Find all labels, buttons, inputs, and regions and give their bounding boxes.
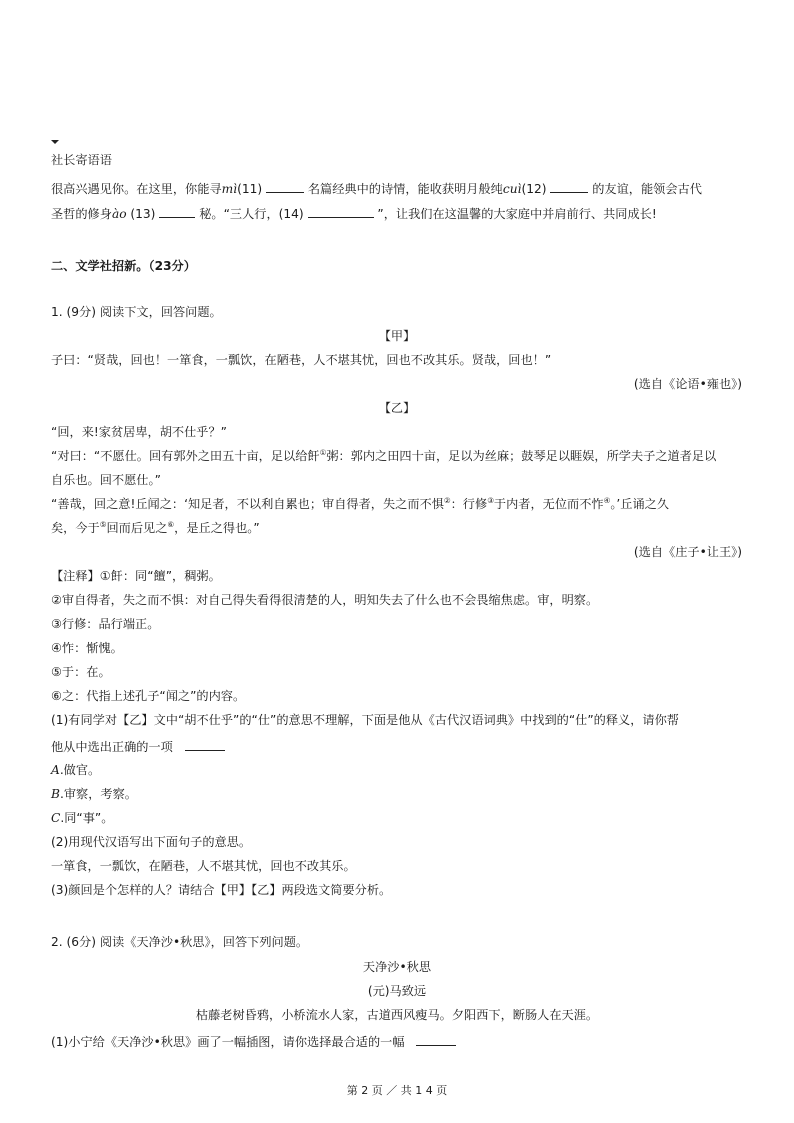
text-segment: 圣哲的修身 (51, 207, 112, 221)
yi-line-4 (51, 496, 669, 512)
intro-heading: 社长寄语语 (51, 153, 112, 167)
answer-blank-13[interactable] (159, 205, 195, 218)
text-segment: ”，让我们在这温馨的大家庭中并肩前行、共同成长! (377, 207, 657, 221)
answer-blank-q1-1[interactable] (185, 738, 225, 751)
answer-blank-q2-1[interactable] (416, 1033, 456, 1046)
option-c[interactable] (51, 810, 113, 826)
option-text: .同“事”。 (60, 811, 114, 825)
yi-line-1: “回，来!家贫居卑，胡不仕乎？” (51, 425, 227, 439)
note-ref-4: ④ (603, 496, 611, 505)
jia-title: 【甲】 (378, 329, 416, 343)
poem-text: 枯藤老树昏鸦，小桥流水人家，古道西风瘦马。夕阳西下，断肠人在天涯。 (195, 1008, 599, 1022)
answer-blank-11[interactable] (266, 180, 304, 193)
poem-title: 天净沙•秋思 (362, 960, 432, 974)
jia-source: (选自《论语•雍也》) (633, 377, 742, 391)
jia-text: 子曰：“贤哉，回也！一箪食，一瓢饮，在陋巷，人不堪其忧，回也不改其乐。贤哉，回也！” (51, 353, 552, 367)
note-6: ⑥之：代指上述孔子“闻之”的内容。 (51, 689, 246, 703)
note-4: ④怍：惭愧。 (51, 641, 123, 655)
intro-line-1 (51, 180, 702, 197)
q2-sub1 (51, 1033, 456, 1050)
text-segment: 名篇经典中的诗情，能收获明月般纯 (307, 182, 503, 196)
answer-blank-12[interactable] (550, 180, 588, 193)
note-ref-1: ① (319, 448, 327, 457)
blank-number-11: (11) (237, 182, 263, 196)
pinyin-mi: mì (221, 182, 238, 196)
text-segment: ，是丘之得也。” (174, 521, 260, 535)
option-a[interactable] (51, 762, 100, 778)
text-segment: 的友谊，能领会古代 (592, 182, 702, 196)
text-segment: ：行修 (450, 497, 488, 511)
note-ref-6: ⑥ (167, 520, 175, 529)
yi-source: (选自《庄子•让王》) (633, 545, 742, 559)
yi-line-5 (51, 520, 260, 536)
note-ref-2: ② (443, 496, 451, 505)
text-segment: 回而后见之 (106, 521, 168, 535)
section-title: 二、文学社招新。（23分） (51, 259, 196, 273)
note-ref-5: ⑤ (99, 520, 107, 529)
note-5: ⑤于：在。 (51, 665, 111, 679)
option-letter: B (51, 787, 60, 801)
text-segment: “善哉，回之意!丘闻之：‘知足者，不以利自累也；审自得者，失之而不惧 (51, 497, 444, 511)
note-1: 【注释】①飦：同“饘”，稠粥。 (51, 569, 221, 583)
q1-stem: 1. (9分) 阅读下文，回答问题。 (51, 305, 222, 319)
option-b[interactable] (51, 786, 137, 802)
pinyin-cui: cuì (502, 182, 522, 196)
q2-stem: 2. (6分) 阅读《天净沙•秋思》，回答下列问题。 (51, 935, 309, 949)
intro-line-2 (51, 205, 657, 222)
text-segment: 矣，今于 (51, 521, 100, 535)
option-letter: C (51, 811, 61, 825)
answer-blank-14[interactable] (308, 205, 374, 218)
yi-title: 【乙】 (378, 401, 416, 415)
pinyin-ao: ào (111, 207, 127, 221)
text-segment: 于内者，无位而不怍 (493, 497, 604, 511)
q1-sub3: (3)颜回是个怎样的人？请结合【甲】【乙】两段选文简要分析。 (51, 883, 392, 897)
q1-sub2-text: 一箪食，一瓢饮，在陋巷，人不堪其忧，回也不改其乐。 (51, 859, 356, 873)
poem-author: (元)马致远 (367, 984, 427, 998)
q1-sub1-line-2 (51, 738, 225, 755)
yi-line-2 (51, 448, 716, 464)
option-text: .做官。 (59, 763, 101, 777)
blank-number-13: (13) (130, 207, 156, 221)
text-segment: 很高兴遇见你。在这里，你能寻 (51, 182, 222, 196)
text-segment: 粥：郭内之田四十亩，足以为丝麻；鼓琴足以睚娱，所学夫子之道者足以 (326, 449, 717, 463)
blank-number-12: (12) (521, 182, 547, 196)
q1-sub1-line-1: (1)有同学对【乙】文中“胡不仕乎”的“仕”的意思不理解，下面是他从《古代汉语词典》中找到的“仕”的释义，请你帮 (51, 713, 679, 727)
text-segment: 他从中选出正确的一项 (51, 740, 173, 754)
page-footer: 第 2 页 ／ 共 1 4 页 (346, 1084, 448, 1097)
note-ref-3: ③ (487, 496, 494, 505)
note-2: ②审自得者，失之而不惧：对自己得失看得很清楚的人，明知失去了什么也不会畏缩焦虑。审，明察。 (51, 593, 599, 607)
yi-line-3: 自乐也。回不愿仕。” (51, 473, 161, 487)
caret-down-icon (51, 140, 59, 144)
text-segment: 。’丘诵之久 (610, 497, 670, 511)
note-3: ③行修：品行端正。 (51, 617, 160, 631)
text-segment: (1)小宁给《天净沙•秋思》画了一幅插图，请你选择最合适的一幅 (51, 1035, 405, 1049)
text-segment: “对曰：“不愿仕。回有郭外之田五十亩，足以给飦 (51, 449, 320, 463)
text-segment: 秘。“三人行，(14) (199, 207, 304, 221)
q1-sub2: (2)用现代汉语写出下面句子的意思。 (51, 835, 252, 849)
option-text: .审察，考察。 (59, 787, 137, 801)
option-letter: A (51, 763, 60, 777)
